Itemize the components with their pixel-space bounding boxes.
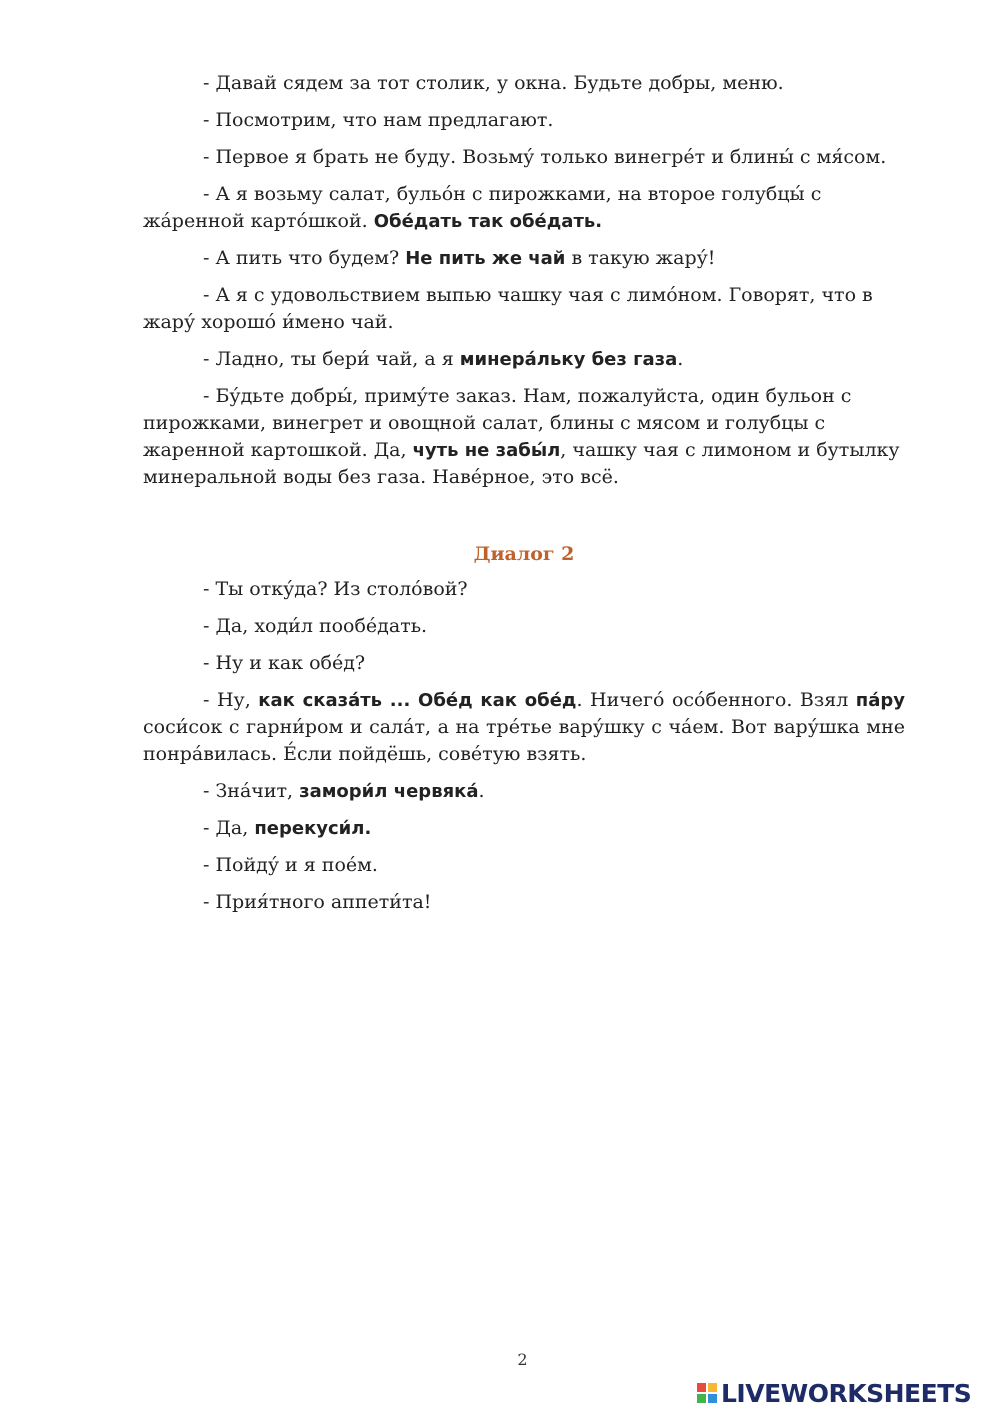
logo-squares-icon <box>697 1383 717 1403</box>
idiom-highlight: перекуси́л. <box>254 818 372 839</box>
dialog-line: - Ну и как обе́д? <box>203 652 366 674</box>
dialog-line: - Ты отку́да? Из столо́вой? <box>203 578 468 600</box>
dialog-line: - А пить что будем? Не пить же чай в такую жару́! <box>203 247 716 269</box>
idiom-highlight: замори́л червяка́ <box>299 781 479 802</box>
idiom-highlight: Обе́дать так обе́дать. <box>373 211 603 232</box>
dialog-line: - Да, перекуси́л. <box>203 817 372 839</box>
dialog-line: - А я с удовольствием выпью чашку чая с лимо́ном. Говорят, что в жару́ хорошо́ и́мено чай. <box>143 284 873 333</box>
idiom-highlight: как сказа́ть ... Обе́д как обе́д <box>258 690 577 711</box>
dialog-line: - Бу́дьте добры́, приму́те заказ. Нам, пожалуйста, один бульон с пирожками, винегрет и овощной салат, блины с мясом и голубцы с жаренной картошкой. Да, чуть не забы́л, чашку чая с лимоном и бутылку минеральной воды без газа. Наве́рное, это всё. <box>143 385 900 488</box>
dialog-line: - Посмотрим, что нам предлагают. <box>203 109 554 131</box>
dialog-1 <box>143 70 905 491</box>
dialog-line: - Пойду́ и я пое́м. <box>203 854 378 876</box>
dialog-line: - Прия́тного аппети́та! <box>203 891 432 913</box>
dialog-line: - А я возьму салат, бульо́н с пирожками, на второе голубцы́ с жа́ренной карто́шкой. Обе́дать так обе́дать. <box>143 183 822 232</box>
dialog-line: - Давай сядем за тот столик, у окна. Будьте добры, меню. <box>203 72 784 94</box>
dialog-line: - Ладно, ты бери́ чай, а я минера́льку без газа. <box>203 348 684 370</box>
idiom-highlight: па́ру <box>855 690 905 711</box>
dialog-line: - Первое я брать не буду. Возьму́ только винегре́т и блины́ с мя́сом. <box>203 146 887 168</box>
dialog-2 <box>143 576 905 916</box>
dialog-line: - Зна́чит, замори́л червяка́. <box>203 780 485 802</box>
dialog-2-heading: Диалог 2 <box>473 543 575 565</box>
idiom-highlight: минера́льку без газа <box>459 349 678 370</box>
logo-text: LIVEWORKSHEETS <box>721 1378 972 1408</box>
idiom-highlight: чуть не забы́л <box>412 440 561 461</box>
dialog-line: - Ну, как сказа́ть ... Обе́д как обе́д. Ничего́ осо́бенного. Взял па́ру соси́сок с гарни́ром и сала́т, а на тре́тье вару́шку с ча́ем. Вот вару́шка мне понра́вилась. Е́сли пойдёшь, сове́тую взять. <box>143 689 905 765</box>
document-page <box>143 70 905 916</box>
idiom-highlight: Не пить же чай <box>405 248 566 269</box>
page-number: 2 <box>517 1350 528 1369</box>
dialog-line: - Да, ходи́л пообе́дать. <box>203 615 428 637</box>
liveworksheets-logo[interactable] <box>697 1378 971 1408</box>
